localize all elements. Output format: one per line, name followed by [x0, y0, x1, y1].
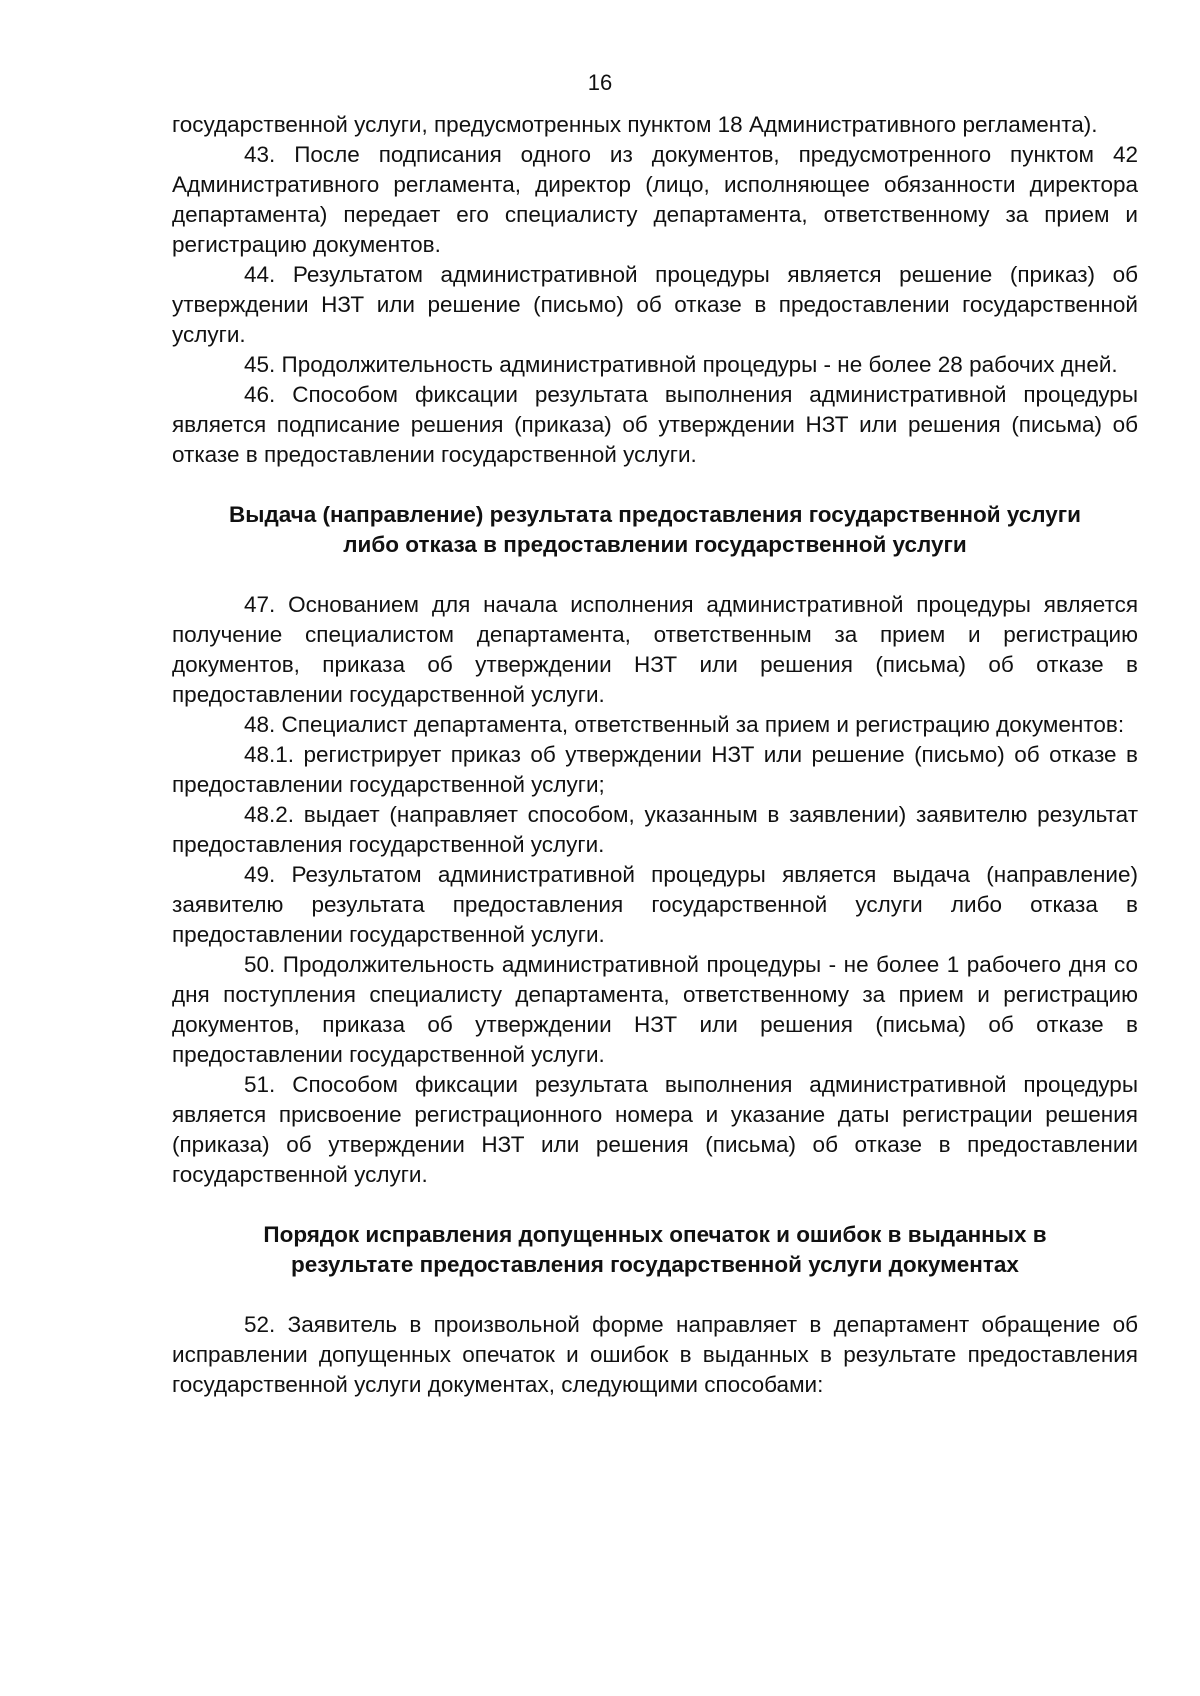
paragraph-46: 46. Способом фиксации результата выполнения административной процедуры является подписание решения (приказа) об утверждении НЗТ или решения (письма) об отказе в предоставлении государственной услуги. — [172, 382, 1138, 467]
section-heading-issuance: Выдача (направление) результата предоставления государственной услуги либо отказа в предоставлении государственной услуги — [228, 502, 1082, 557]
page-number: 16 — [587, 70, 613, 95]
paragraph-49: 49. Результатом административной процедуры является выдача (направление) заявителю результата предоставления государственной услуги либо отказа в предоставлении государственной услуги. — [172, 862, 1138, 947]
spacer — [172, 1280, 1138, 1310]
paragraph-continuation: государственной услуги, предусмотренных пунктом 18 Административного регламента). — [172, 112, 1098, 137]
paragraph-44: 44. Результатом административной процедуры является решение (приказ) об утверждении НЗТ или решение (письмо) об отказе в предоставлении государственной услуги. — [172, 262, 1138, 347]
paragraph-50: 50. Продолжительность административной процедуры - не более 1 рабочего дня со дня поступления специалисту департамента, ответственному за прием и регистрацию документов, приказа об утверждении НЗТ или решения (письма) об отказе в предоставлении государственной услуги. — [172, 952, 1138, 1067]
spacer — [172, 1190, 1138, 1220]
section-heading-corrections: Порядок исправления допущенных опечаток и ошибок в выданных в результате предоставления государственной услуги документах — [263, 1222, 1047, 1277]
paragraph-48: 48. Специалист департамента, ответственный за прием и регистрацию документов: — [244, 712, 1125, 737]
paragraph-48-1: 48.1. регистрирует приказ об утверждении НЗТ или решение (письмо) об отказе в предоставлении государственной услуги; — [172, 742, 1138, 797]
spacer — [172, 470, 1138, 500]
paragraph-52: 52. Заявитель в произвольной форме направляет в департамент обращение об исправлении допущенных опечаток и ошибок в выданных в результате предоставления государственной услуги документах, следующими способами: — [172, 1312, 1138, 1397]
paragraph-48-2: 48.2. выдает (направляет способом, указанным в заявлении) заявителю результат предоставления государственной услуги. — [172, 802, 1138, 857]
paragraph-47: 47. Основанием для начала исполнения административной процедуры является получение специалистом департамента, ответственным за прием и регистрацию документов, приказа об утверждении НЗТ или решения (письма) об отказе в предоставлении государственной услуги. — [172, 592, 1138, 707]
paragraph-43: 43. После подписания одного из документов, предусмотренного пунктом 42 Административного регламента, директор (лицо, исполняющее обязанности директора департамента) передает его специалисту департамента, ответственному за прием и регистрацию документов. — [172, 142, 1138, 257]
spacer — [172, 560, 1138, 590]
paragraph-51: 51. Способом фиксации результата выполнения административной процедуры является присвоение регистрационного номера и указание даты регистрации решения (приказа) об утверждении НЗТ или решения (письма) об отказе в предоставлении государственной услуги. — [172, 1072, 1138, 1187]
paragraph-45: 45. Продолжительность административной процедуры - не более 28 рабочих дней. — [244, 352, 1118, 377]
